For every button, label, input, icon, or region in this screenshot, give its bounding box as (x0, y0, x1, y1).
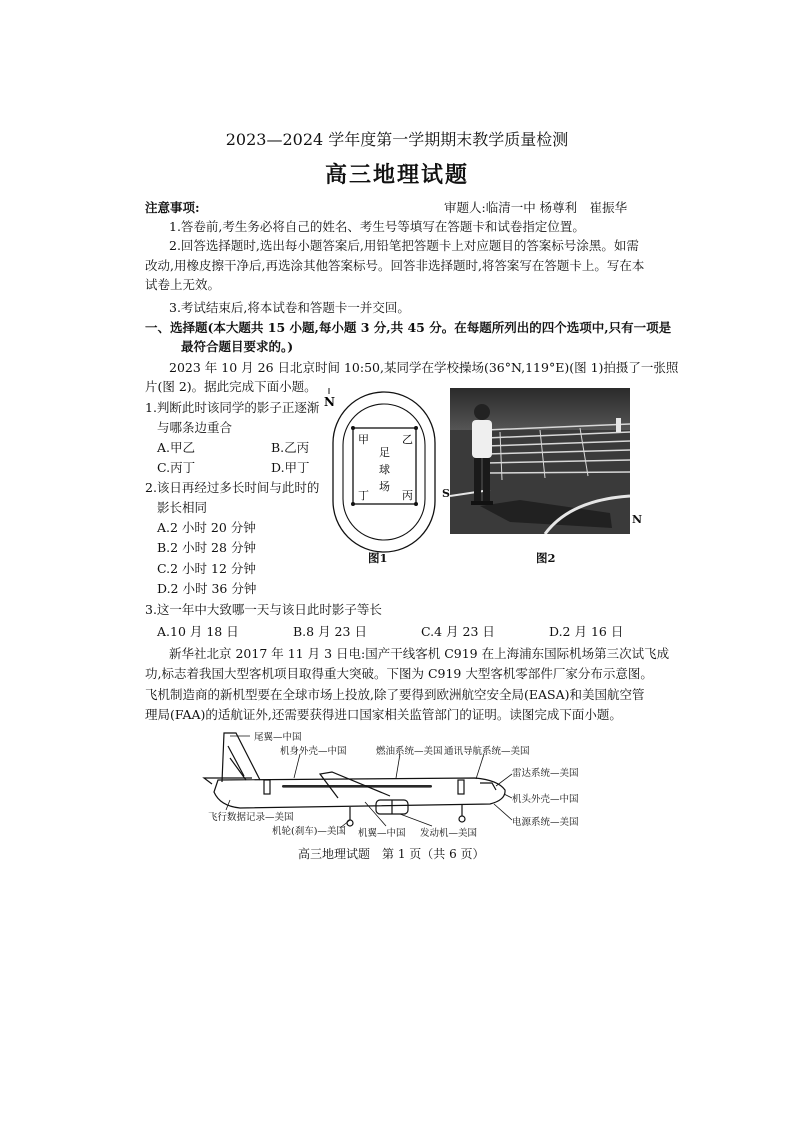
fig1-north-label: N (324, 395, 335, 409)
exam-title: 高三地理试题 (324, 162, 469, 188)
corner-ding: 丁 (358, 489, 369, 502)
q2-option-a[interactable]: A.2 小时 20 分钟 (157, 520, 256, 535)
passage-1: 2023 年 10 月 26 日北京时间 10:50,某同学在学校操场(36°N,119°E)(图 1)拍摄了一张照 (169, 360, 679, 375)
q1-option-d[interactable]: D.甲丁 (271, 460, 310, 475)
q3-option-d[interactable]: D.2 月 16 日 (549, 624, 624, 639)
figure-2-caption: 图2 (536, 551, 556, 565)
corner-bing: 丙 (402, 489, 413, 502)
section-heading: 一、选择题(本大题共 15 小题,每小题 3 分,共 45 分。在每题所列出的四个选项中,只有一项是 (145, 320, 672, 335)
corner-jia: 甲 (358, 433, 369, 446)
field-char-qiu: 球 (379, 463, 390, 476)
fig2-north-label: N (632, 513, 643, 526)
note-item-2: 2.回答选择题时,选出每小题答案后,用铅笔把答题卡上对应题目的答案标号涂黑。如需 (169, 238, 639, 253)
figure-2-photo (450, 388, 630, 534)
q2-stem: 2.该日再经过多长时间与此时的 (145, 480, 320, 495)
q3-option-a[interactable]: A.10 月 18 日 (157, 624, 239, 639)
q1-option-b[interactable]: B.乙丙 (271, 440, 310, 455)
q1-option-a[interactable]: A.甲乙 (157, 440, 196, 455)
field-char-zu: 足 (379, 446, 390, 459)
label-comm-nav: 通讯导航系统—美国 (444, 746, 530, 757)
fig2-south-label: S (442, 487, 450, 500)
label-wheel-brake: 机轮(刹车)—美国 (272, 826, 346, 837)
label-flight-recorder: 飞行数据记录—美国 (208, 812, 294, 823)
q3-option-c[interactable]: C.4 月 23 日 (421, 624, 495, 639)
q3-stem: 3.这一年中大致哪一天与该日此时影子等长 (145, 602, 382, 617)
passage-1-cont: 片(图 2)。据此完成下面小题。 (145, 379, 317, 394)
label-engine: 发动机—美国 (420, 828, 478, 839)
page-footer: 高三地理试题 第 1 页（共 6 页） (298, 847, 485, 861)
q2-option-b[interactable]: B.2 小时 28 分钟 (157, 540, 256, 555)
exam-header: 2023—2024 学年度第一学期期末教学质量检测 (225, 130, 569, 149)
c919-parts-diagram (200, 728, 595, 848)
note-item-2-end: 试卷上无效。 (145, 277, 221, 292)
label-nose-shell: 机头外壳—中国 (512, 794, 579, 805)
reviewers: 审题人:临清一中 杨尊利 崔振华 (444, 200, 628, 215)
label-fuselage: 机身外壳—中国 (280, 746, 347, 757)
section-heading-cont: 最符合题目要求的。) (181, 339, 294, 354)
figure-1-caption: 图1 (368, 551, 388, 565)
q2-option-d[interactable]: D.2 小时 36 分钟 (157, 581, 257, 596)
label-wing: 机翼—中国 (358, 828, 406, 839)
figure-1-track-diagram (320, 386, 442, 566)
label-power-system: 电源系统—美国 (512, 817, 579, 828)
passage-2-line4: 理局(FAA)的适航证外,还需要获得进口国家相关监管部门的证明。读图完成下面小题。 (145, 707, 622, 722)
note-item-2-cont: 改动,用橡皮擦干净后,再选涂其他答案标号。回答非选择题时,将答案写在答题卡上。写在本 (145, 258, 645, 273)
q1-stem-cont: 与哪条边重合 (157, 420, 233, 435)
label-fuel-system: 燃油系统—美国 (376, 746, 443, 757)
passage-2-line3: 飞机制造商的新机型要在全球市场上投放,除了要得到欧洲航空安全局(EASA)和美国航空管 (145, 687, 645, 702)
label-radar: 雷达系统—美国 (512, 768, 579, 779)
q1-stem: 1.判断此时该同学的影子正逐渐 (145, 400, 320, 415)
notes-heading: 注意事项: (145, 200, 200, 215)
note-item-3: 3.考试结束后,将本试卷和答题卡一并交回。 (169, 300, 410, 315)
passage-2-line2: 功,标志着我国大型客机项目取得重大突破。下图为 C919 大型客机零部件厂家分布示意图。 (145, 666, 653, 681)
label-tail: 尾翼—中国 (254, 732, 302, 743)
corner-yi: 乙 (402, 433, 413, 446)
q2-option-c[interactable]: C.2 小时 12 分钟 (157, 561, 256, 576)
field-char-chang: 场 (379, 480, 390, 493)
q2-stem-cont: 影长相同 (157, 500, 208, 515)
q1-option-c[interactable]: C.丙丁 (157, 460, 196, 475)
note-item-1: 1.答卷前,考生务必将自己的姓名、考生号等填写在答题卡和试卷指定位置。 (169, 219, 585, 234)
q3-option-b[interactable]: B.8 月 23 日 (293, 624, 367, 639)
passage-2: 新华社北京 2017 年 11 月 3 日电:国产干线客机 C919 在上海浦东国际机场第三次试飞成 (169, 646, 670, 661)
